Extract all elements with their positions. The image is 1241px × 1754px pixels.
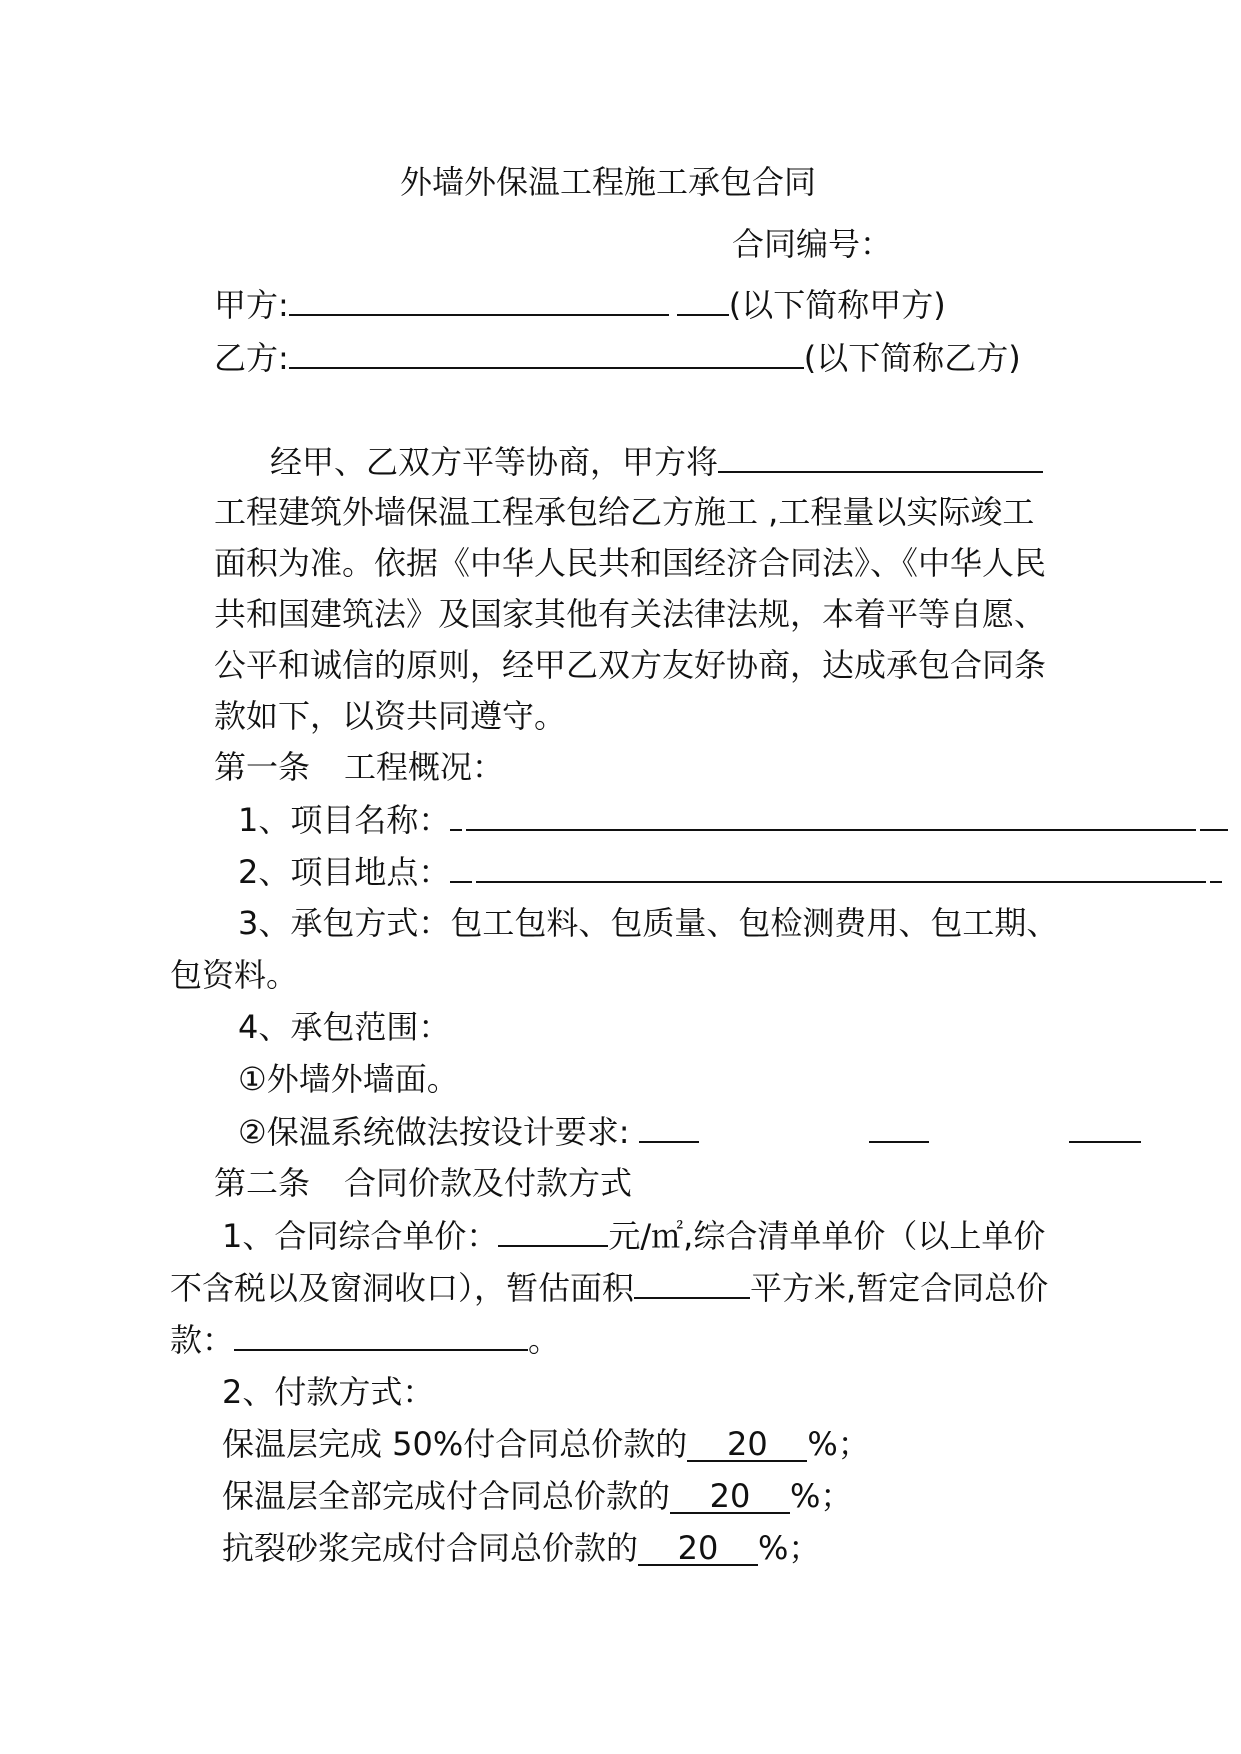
intro-line-6: 款如下，以资共同遵守。: [214, 697, 567, 735]
project-location-blank-lead: [450, 851, 472, 883]
party-a-label: 甲方:: [214, 286, 289, 324]
contract-method-line-1: 3、承包方式：包工包料、包质量、包检测费用、包工期、: [238, 904, 1059, 942]
party-a-blank-tail: [677, 284, 717, 316]
payment-item-3-percent[interactable]: 20: [638, 1532, 758, 1566]
project-name-blank-tail: [1200, 799, 1228, 831]
unit-price-line-2: [170, 1267, 1048, 1308]
system-spec-gap-1: [699, 1111, 869, 1143]
estimated-area-suffix: 平方米,暂定合同总价: [750, 1269, 1049, 1307]
contract-number-label: 合同编号：: [732, 225, 893, 263]
party-b-suffix: (以下简称乙方): [803, 339, 1021, 377]
contract-method-line-2: 包资料。: [170, 956, 299, 994]
payment-item-1: [222, 1424, 870, 1464]
project-name-blank-lead: [450, 799, 462, 831]
unit-price-blank[interactable]: [498, 1215, 608, 1247]
project-name-blank[interactable]: [466, 799, 1196, 831]
intro-line-2: 工程建筑外墙保温工程承包给乙方施工 ,工程量以实际竣工: [214, 493, 1035, 531]
party-b-line: [214, 337, 1021, 378]
payment-item-3: [222, 1528, 820, 1568]
payment-item-2-percent[interactable]: 20: [670, 1480, 790, 1514]
system-spec-blank-3[interactable]: [1069, 1111, 1141, 1143]
system-spec-gap-2: [929, 1111, 1069, 1143]
project-location-label: 2、项目地点：: [238, 853, 451, 891]
article-1-heading-number: 第一条: [214, 748, 311, 786]
scope-item-1: ①外墙外墙面。: [238, 1060, 459, 1098]
intro-line-4: 共和国建筑法》及国家其他有关法律法规，本着平等自愿、: [214, 595, 1047, 633]
total-price-label: 款：: [170, 1321, 235, 1359]
payment-method-label: 2、付款方式：: [222, 1373, 435, 1411]
intro-line-1: [270, 441, 1043, 482]
payment-item-3-text: 抗裂砂浆完成付合同总价款的: [222, 1529, 639, 1567]
system-spec-blank-1[interactable]: [639, 1111, 699, 1143]
project-name-label: 1、项目名称：: [238, 801, 451, 839]
article-2-heading: [214, 1163, 632, 1203]
payment-item-2-suffix: %；: [790, 1477, 853, 1515]
payment-item-3-suffix: %；: [758, 1529, 821, 1567]
party-a-suffix: (以下简称甲方): [728, 286, 946, 324]
system-spec-blank-2[interactable]: [869, 1111, 929, 1143]
payment-item-1-suffix: %；: [807, 1425, 870, 1463]
unit-price-line-1: [222, 1215, 1045, 1256]
party-a-line: [214, 284, 946, 325]
party-a-blank[interactable]: [289, 284, 669, 316]
article-2-heading-title: 合同价款及付款方式: [344, 1164, 633, 1202]
article-2-heading-number: 第二条: [214, 1164, 311, 1202]
intro-line-5: 公平和诚信的原则，经甲乙双方友好协商，达成承包合同条: [214, 646, 1047, 684]
document-title: 外墙外保温工程施工承包合同: [400, 163, 817, 201]
article-1-heading: [214, 747, 504, 787]
payment-item-1-text: 保温层完成 50%付合同总价款的: [222, 1425, 688, 1463]
total-price-blank[interactable]: [234, 1319, 528, 1351]
project-location-blank[interactable]: [476, 851, 1206, 883]
project-location-line: [238, 851, 1222, 892]
estimated-area-blank[interactable]: [634, 1267, 750, 1299]
contract-scope-label: 4、承包范围：: [238, 1008, 451, 1046]
party-b-label: 乙方:: [214, 339, 289, 377]
project-name-line: [238, 799, 1228, 840]
article-1-heading-title: 工程概况：: [344, 748, 505, 786]
unit-price-line-3: [170, 1319, 560, 1360]
unit-price-suffix: 元/㎡,综合清单单价（以上单价: [608, 1217, 1046, 1255]
scope-item-2-line: [238, 1111, 1141, 1152]
project-location-blank-tail: [1210, 851, 1222, 883]
payment-item-2-text: 保温层全部完成付合同总价款的: [222, 1477, 671, 1515]
unit-price-label: 1、合同综合单价：: [222, 1217, 499, 1255]
party-a-blank-tail2: [717, 284, 729, 316]
intro-line-1-text: 经甲、乙双方平等协商，甲方将: [270, 443, 719, 481]
estimated-area-label: 不含税以及窗洞收口），暂估面积: [170, 1269, 635, 1307]
scope-item-2-label: ②保温系统做法按设计要求:: [238, 1113, 630, 1151]
total-price-suffix: 。: [528, 1321, 561, 1359]
party-b-blank[interactable]: [289, 337, 804, 369]
project-name-blank-intro[interactable]: [718, 441, 1043, 473]
payment-item-1-percent[interactable]: 20: [687, 1428, 807, 1462]
payment-item-2: [222, 1476, 852, 1516]
intro-line-3: 面积为准。依据《中华人民共和国经济合同法》、《中华人民: [214, 544, 1047, 582]
